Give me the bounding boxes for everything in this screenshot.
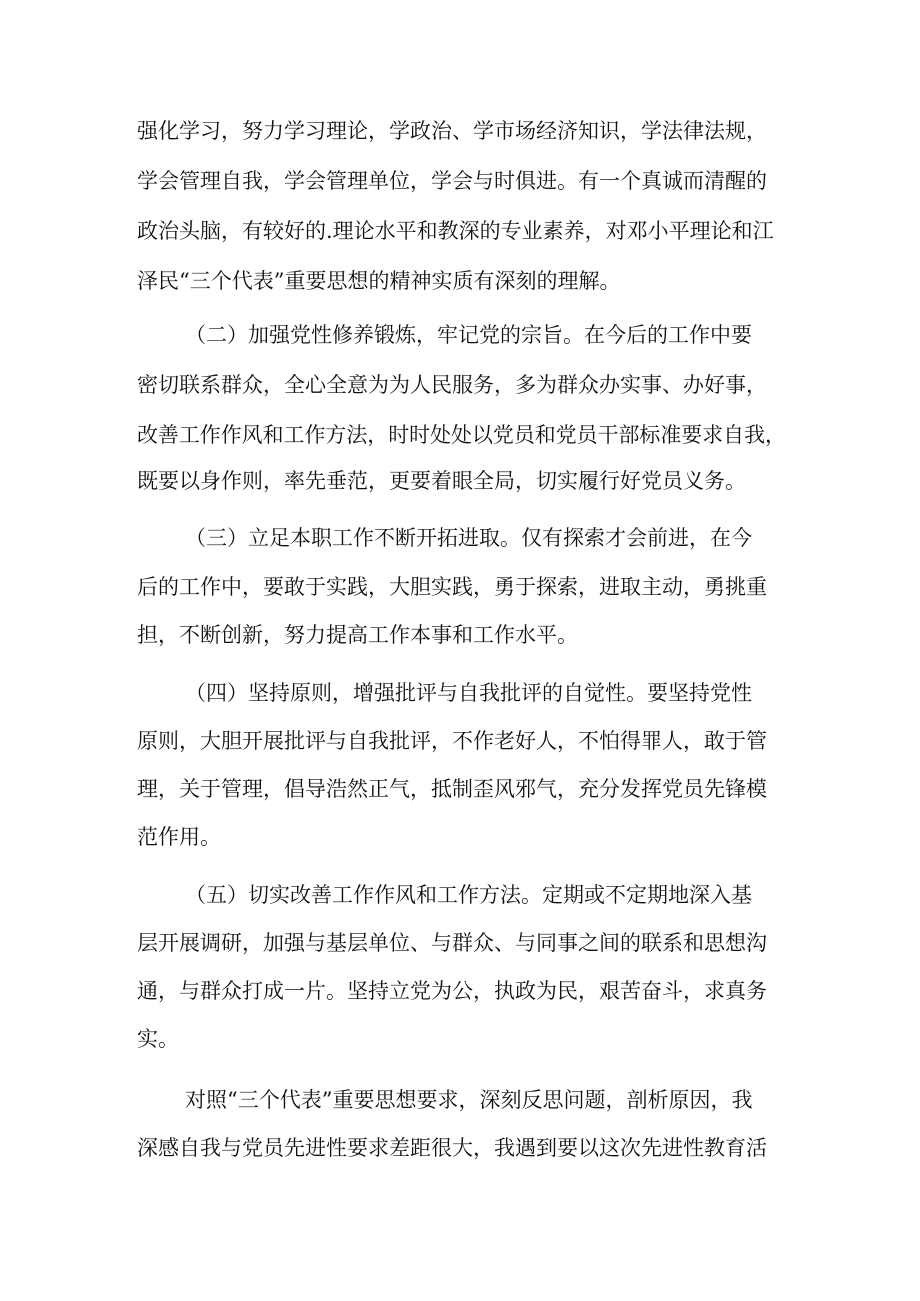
- p4-line-1: （四）坚持原则，增强批评与自我批评的自觉性。要坚持党性: [185, 681, 752, 705]
- p4-line-2: 原则，大胆开展批评与自我批评，不作老好人，不怕得罪人，敢于管: [137, 729, 767, 753]
- p5-line-2: 层开展调研，加强与基层单位、与群众、与同事之间的联系和思想沟: [137, 931, 767, 955]
- p5-line-4: 实。: [137, 1027, 179, 1051]
- p2-line-4: 既要以身作则，率先垂范，更要着眼全局，切实履行好党员义务。: [137, 469, 746, 493]
- p2-line-2: 密切联系群众，全心全意为为人民服务，多为群众办实事、办好事，: [137, 373, 767, 397]
- p4-line-4: 范作用。: [137, 825, 221, 849]
- p3-line-1: （三）立足本职工作不断开拓进取。仅有探索才会前进，在今: [185, 526, 752, 550]
- p1-line-1: 强化学习，努力学习理论，学政治、学市场经济知识，学法律法规，: [137, 119, 767, 143]
- p5-line-3: 通，与群众打成一片。坚持立党为公，执政为民，艰苦奋斗，求真务: [137, 979, 767, 1003]
- p6-line-2: 深感自我与党员先进性要求差距很大，我遇到要以这次先进性教育活: [137, 1136, 767, 1160]
- p4-line-3: 理，关于管理，倡导浩然正气，抵制歪风邪气，充分发挥党员先锋模: [137, 777, 767, 801]
- p2-line-1: （二）加强党性修养锻炼，牢记党的宗旨。在今后的工作中要: [185, 323, 752, 347]
- p3-line-3: 担，不断创新，努力提高工作本事和工作水平。: [137, 623, 578, 647]
- p1-line-4: 泽民“三个代表”重要思想的精神实质有深刻的理解。: [137, 269, 621, 293]
- p3-line-2: 后的工作中，要敢于实践，大胆实践，勇于探索，进取主动，勇挑重: [137, 575, 767, 599]
- p1-line-2: 学会管理自我，学会管理单位，学会与时俱进。有一个真诚而清醒的: [137, 169, 767, 193]
- p5-line-1: （五）切实改善工作作风和工作方法。定期或不定期地深入基: [185, 883, 752, 907]
- p6-line-1: 对照“三个代表”重要思想要求，深刻反思问题，剖析原因，我: [185, 1088, 753, 1112]
- p2-line-3: 改善工作作风和工作方法，时时处处以党员和党员干部标准要求自我，: [137, 423, 786, 447]
- p1-line-3: 政治头脑，有较好的.理论水平和教深的专业素养，对邓小平理论和江: [137, 219, 774, 243]
